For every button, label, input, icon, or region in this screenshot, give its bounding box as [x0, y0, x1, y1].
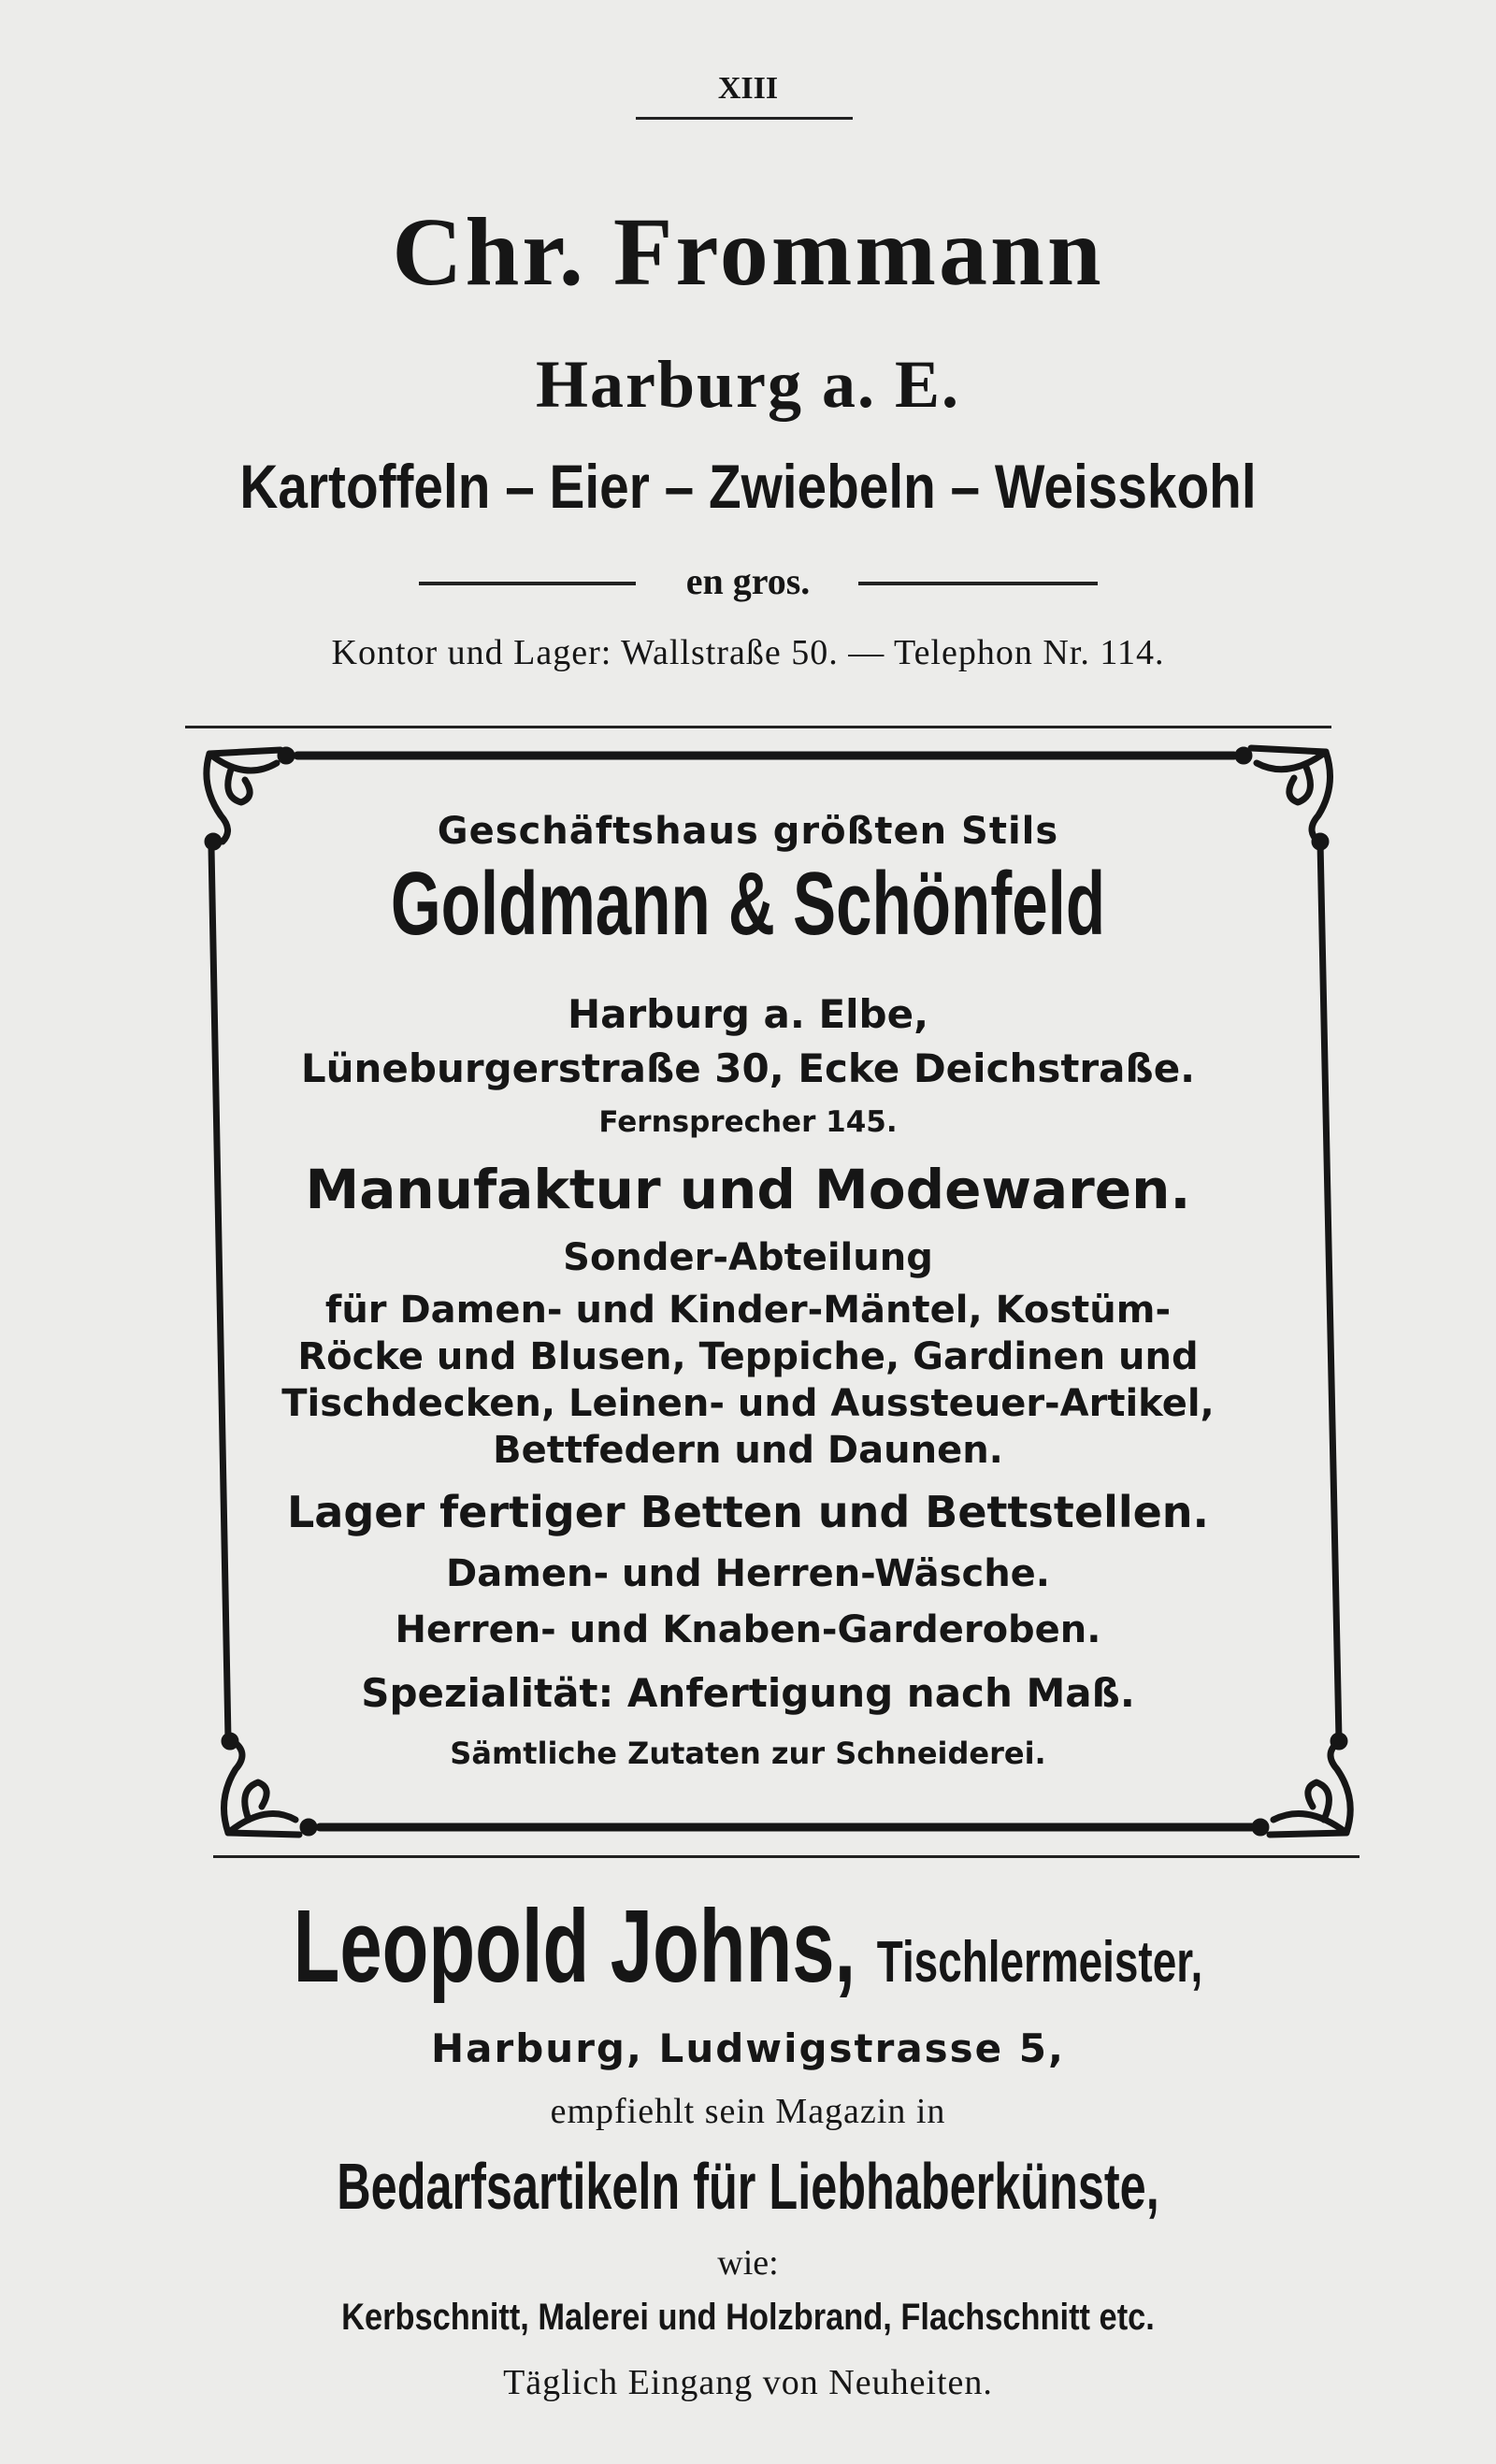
goldmann-speciality: Spezialität: Anfertigung nach Maß.	[361, 1670, 1135, 1716]
goldmann-wardrobe: Herren- und Knaben-Garderoben.	[395, 1608, 1101, 1651]
goldmann-category: Manufaktur und Modewaren.	[305, 1158, 1191, 1221]
goldmann-tagline: Geschäftshaus größten Stils	[437, 810, 1059, 853]
johns-name: Leopold Johns,	[293, 1889, 856, 2004]
johns-address: Harburg, Ludwigstrasse 5,	[431, 2025, 1065, 2071]
frommann-name: Chr. Frommann	[392, 198, 1104, 306]
johns-category: Bedarfsartikeln für Liebhaberkünste,	[337, 2150, 1159, 2223]
goldmann-dept-line: Bettfedern und Daunen.	[493, 1429, 1003, 1472]
goldmann-name: Goldmann & Schönfeld	[390, 854, 1106, 954]
goldmann-accessories: Sämtliche Zutaten zur Schneiderei.	[450, 1736, 1046, 1771]
goldmann-dept-line: für Damen- und Kinder-Mäntel, Kostüm-	[324, 1289, 1172, 1332]
goldmann-special-dept: Sonder-Abteilung	[563, 1236, 933, 1279]
goldmann-phone: Fernsprecher 145.	[598, 1105, 898, 1139]
goldmann-dept-line: Tischdecken, Leinen- und Aussteuer-Artikel,	[281, 1382, 1215, 1425]
frommann-en-gros: en gros.	[685, 560, 811, 602]
page-number: XIII	[717, 71, 779, 106]
frommann-city: Harburg a. E.	[535, 347, 961, 422]
johns-list: Kerbschnitt, Malerei und Holzbrand, Flachschnitt etc.	[341, 2297, 1155, 2338]
johns-wie: wie:	[717, 2243, 779, 2283]
goldmann-laundry: Damen- und Herren-Wäsche.	[446, 1552, 1050, 1595]
johns-name-line	[194, 1887, 1302, 2006]
goldmann-beds: Lager fertiger Betten und Bettstellen.	[286, 1487, 1210, 1537]
goldmann-street: Lüneburgerstraße 30, Ecke Deichstraße.	[300, 1045, 1196, 1091]
frommann-goods: Kartoffeln – Eier – Zwiebeln – Weisskohl	[239, 452, 1257, 521]
johns-trade: Tischlermeister,	[876, 1930, 1203, 1995]
goldmann-city: Harburg a. Elbe,	[567, 991, 929, 1037]
johns-recommends: empfiehlt sein Magazin in	[550, 2092, 946, 2131]
section-divider-bottom	[213, 1855, 1359, 1858]
johns-news: Täglich Eingang von Neuheiten.	[503, 2363, 993, 2402]
frommann-contact: Kontor und Lager: Wallstraße 50. — Telephon Nr. 114.	[331, 633, 1165, 672]
goldmann-dept-line: Röcke und Blusen, Teppiche, Gardinen und	[297, 1335, 1199, 1378]
